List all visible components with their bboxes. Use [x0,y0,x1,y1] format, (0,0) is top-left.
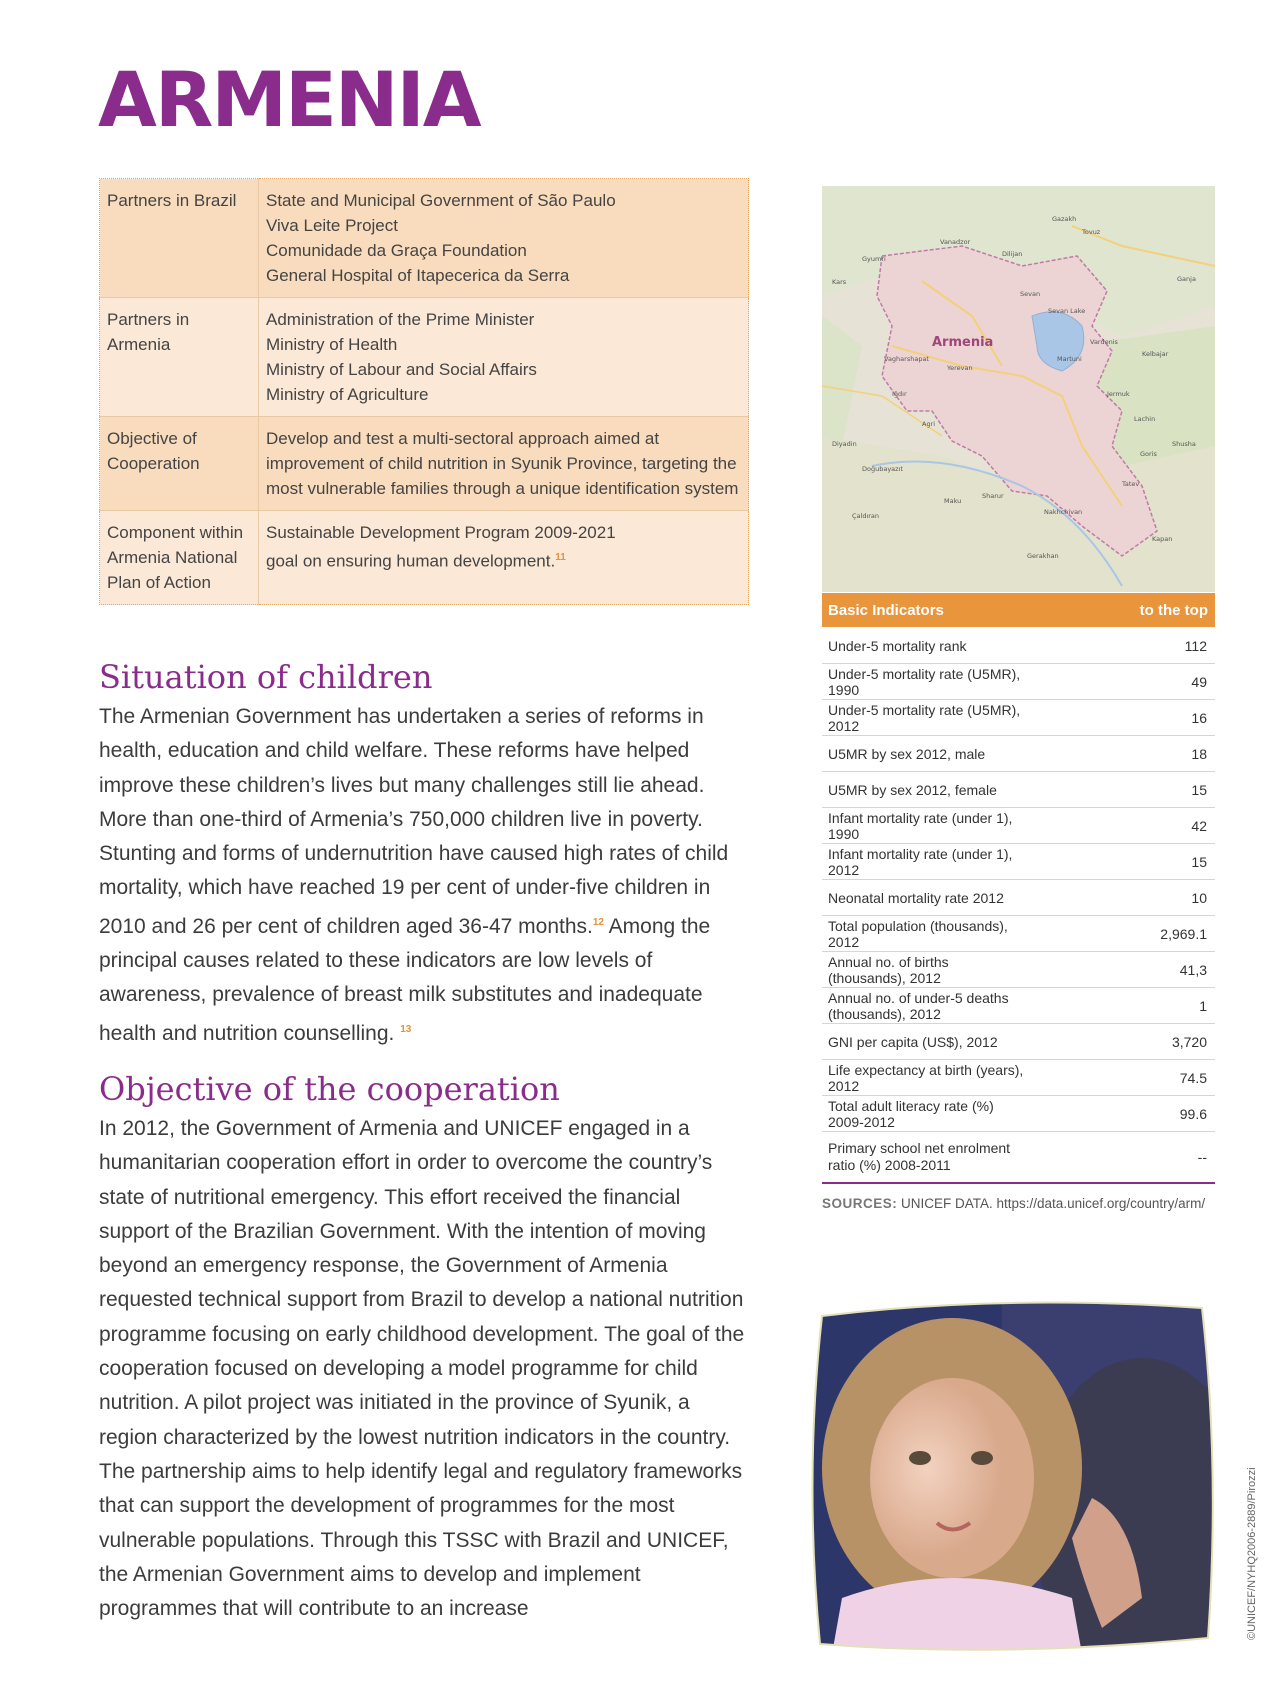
indicator-value: 74.5 [1034,1060,1215,1096]
indicator-row [822,1060,1215,1096]
map-place: Gyumri [862,255,886,263]
row-content [259,417,749,511]
map-place: Vagharshapat [884,355,929,363]
map-place: Gazakh [1052,215,1077,223]
row-label: Objective of Cooperation [100,417,259,511]
indicator-label: Under-5 mortality rank [822,628,1034,664]
child-photo [802,1298,1220,1654]
situation-paragraph [99,700,749,1051]
row-content [259,298,749,417]
footnote-ref[interactable]: 11 [555,552,566,563]
indicator-label: GNI per capita (US$), 2012 [822,1024,1034,1060]
map-country-label: Armenia [932,335,994,350]
indicators-table [822,628,1215,1184]
map-place: Vardenis [1090,338,1118,346]
to-top-link[interactable]: to the top [1139,602,1208,619]
map-place: Nakhchivan [1044,508,1083,516]
indicators-title: Basic Indicators [828,602,944,619]
indicator-value: 10 [1034,880,1215,916]
map-place: Vanadzor [940,238,971,246]
map-place: Lachin [1134,415,1156,423]
partners-row [100,298,749,417]
indicator-label: Infant mortality rate (under 1), 1990 [822,808,1034,844]
partners-row [100,179,749,298]
indicator-row [822,664,1215,700]
photo-credit: ©UNICEF/NYHQ2006-2889/Pirozzi [1246,1467,1258,1640]
map-place: Gerakhan [1027,552,1059,560]
situation-heading: Situation of children [99,658,433,696]
indicator-row [822,736,1215,772]
map-place: Yerevan [947,364,973,372]
indicator-label: Annual no. of under-5 deaths (thousands), 2012 [822,988,1034,1024]
map-place: Ganja [1177,275,1196,283]
map-place: Sharur [982,492,1004,500]
indicator-value: 112 [1034,628,1215,664]
map-place: Goris [1140,450,1157,458]
indicator-value: 2,969.1 [1034,916,1215,952]
row-line: Ministry of Health [266,335,398,354]
indicator-label: U5MR by sex 2012, female [822,772,1034,808]
row-line: Develop and test a multi-sectoral approach aimed at [266,429,660,448]
row-content [259,179,749,298]
row-label: Component within Armenia National Plan of Action [100,511,259,605]
row-line: Comunidade da Graça Foundation [266,241,527,260]
sources-note [822,1196,1205,1211]
indicator-value: 41,3 [1034,952,1215,988]
indicator-label: Annual no. of births (thousands), 2012 [822,952,1034,988]
situation-text-b: Among the principal causes related to these indicators are low levels of awareness, prevalence of breast milk substitutes and inadequate health and nutrition counselling. [99,914,711,1045]
indicator-label: Under-5 mortality rate (U5MR), 2012 [822,700,1034,736]
indicator-row [822,808,1215,844]
map-place: Doğubayazıt [862,465,903,473]
row-line: Ministry of Labour and Social Affairs [266,360,537,379]
indicator-value: 18 [1034,736,1215,772]
indicator-label: Under-5 mortality rate (U5MR), 1990 [822,664,1034,700]
row-label: Partners in Brazil [100,179,259,298]
map-place: Agri [922,420,936,428]
indicator-row [822,1132,1215,1184]
map-place: Sevan [1020,290,1041,298]
indicator-value: 49 [1034,664,1215,700]
partners-row [100,511,749,605]
footnote-ref[interactable]: 13 [400,1023,412,1035]
indicator-value: 1 [1034,988,1215,1024]
row-line: General Hospital of Itapecerica da Serra [266,266,570,285]
row-line: improvement of child nutrition in Syunik Province, targeting the [266,454,737,473]
indicators-header [822,593,1215,627]
map-place: Kelbajar [1142,350,1169,358]
indicator-row [822,880,1215,916]
indicator-label: Total population (thousands), 2012 [822,916,1034,952]
indicator-label: Primary school net enrolment ratio (%) 2008-2011 [822,1132,1034,1184]
indicator-row [822,1024,1215,1060]
map-place: Sevan Lake [1048,307,1086,315]
map-place: Dilijan [1002,250,1023,258]
map-place: Tovuz [1082,228,1101,236]
sources-text[interactable]: UNICEF DATA. https://data.unicef.org/country/arm/ [897,1196,1206,1211]
map-place: Maku [944,497,962,505]
row-line: Administration of the Prime Minister [266,310,535,329]
partners-row [100,417,749,511]
objective-paragraph: In 2012, the Government of Armenia and UNICEF engaged in a humanitarian cooperation effort in order to overcome the country’s state of nutritional emergency. This effort received the financial support of the Brazilian Government. With the intention of moving beyond an emergency response, the Government of Armenia requested technical support from Brazil to develop a national nutrition programme focusing on early childhood development. The goal of the cooperation focused on developing a model programme for child nutrition. A pilot project was initiated in the province of Syunik, a region characterized by the lowest nutrition indicators in the country. The partnership aims to help identify legal and regulatory frameworks that can support the development of programmes for the most vulnerable populations. Through this TSSC with Brazil and UNICEF, the Armenian Government aims to develop and implement programmes that will contribute to an increase [99,1117,745,1621]
indicator-value: 15 [1034,844,1215,880]
map-place: Kapan [1152,535,1173,543]
row-line-text: goal on ensuring human development. [266,551,556,571]
map-place: Tatev [1122,480,1140,488]
row-line: most vulnerable families through a unique identification system [266,479,739,498]
indicator-row [822,988,1215,1024]
indicator-label: Total adult literacy rate (%) 2009-2012 [822,1096,1034,1132]
footnote-ref[interactable]: 12 [592,916,604,928]
map-place: Diyadin [832,440,857,448]
row-line: Sustainable Development Program 2009-2021 [266,523,616,542]
indicator-row [822,916,1215,952]
map-place: Martuni [1057,355,1082,363]
row-line [266,545,740,574]
indicator-value: 42 [1034,808,1215,844]
map-place: Shusha [1172,440,1196,448]
indicator-row [822,628,1215,664]
map-place: Jermuk [1107,390,1130,398]
partners-table [99,178,749,605]
indicator-label: Neonatal mortality rate 2012 [822,880,1034,916]
row-line: Viva Leite Project [266,216,398,235]
row-label: Partners in Armenia [100,298,259,417]
map-place: Iğdır [892,390,907,398]
map-place: Kars [832,278,847,286]
indicator-value: -- [1034,1132,1215,1184]
indicator-label: U5MR by sex 2012, male [822,736,1034,772]
row-line: State and Municipal Government of São Paulo [266,191,616,210]
indicator-value: 16 [1034,700,1215,736]
indicator-row [822,772,1215,808]
indicator-row [822,952,1215,988]
row-line: Ministry of Agriculture [266,385,429,404]
indicator-row [822,700,1215,736]
situation-text-a: The Armenian Government has undertaken a series of reforms in health, education and child welfare. These reforms have helped improve these children’s lives but many challenges still lie ahead. More than one-third of Armenia’s 750,000 children live in poverty. Stunting and forms of undernutrition have caused high rates of child mortality, which have reached 19 per cent of under-five children in 2010 and 26 per cent of children aged 36-47 months. [99,705,729,938]
indicator-row [822,844,1215,880]
armenia-map [822,186,1215,592]
indicator-value: 3,720 [1034,1024,1215,1060]
sources-label: SOURCES: [822,1196,898,1211]
indicator-label: Life expectancy at birth (years), 2012 [822,1060,1034,1096]
indicator-value: 15 [1034,772,1215,808]
indicator-label: Infant mortality rate (under 1), 2012 [822,844,1034,880]
indicator-row [822,1096,1215,1132]
page-title: ARMENIA [98,55,480,144]
map-place: Çaldıran [852,512,880,520]
indicator-value: 99.6 [1034,1096,1215,1132]
objective-heading: Objective of the cooperation [99,1070,560,1108]
row-content [259,511,749,605]
